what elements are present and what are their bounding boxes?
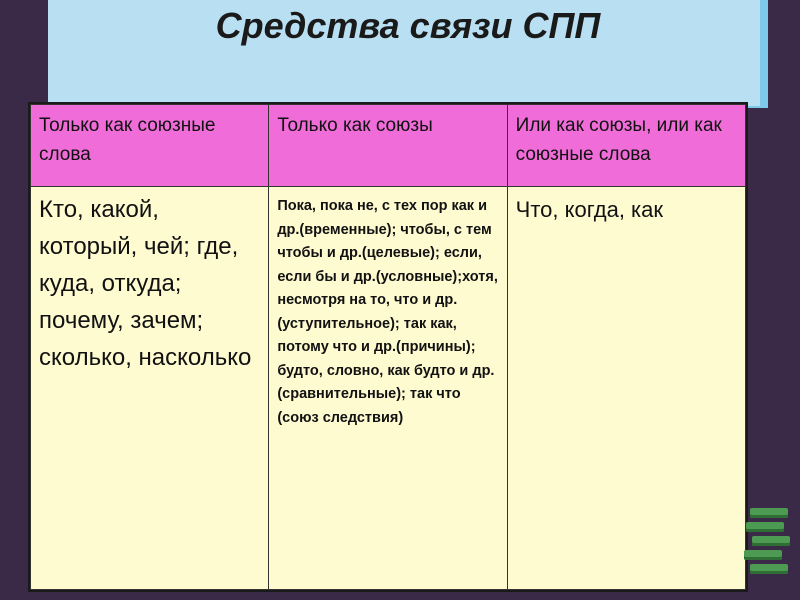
cell-conjunctive-words: Кто, какой, который, чей; где, куда, откуда; почему, зачем; сколько, насколько xyxy=(31,187,269,590)
table xyxy=(30,104,746,590)
header-only-conjunctions: Только как союзы xyxy=(269,105,507,187)
green-stack-icon xyxy=(744,508,792,588)
header-only-conjunctive-words: Только как союзные слова xyxy=(31,105,269,187)
header-either: Или как союзы, или как союзные слова xyxy=(507,105,745,187)
cell-conjunctions: Пока, пока не, с тех пор как и др.(временные); чтобы, с тем чтобы и др.(целевые); если, если бы и др.(условные);хотя, несмотря на то, что и др.(уступительное); так как, потому что и др.(причины); будто, словно, как будто и др. (сравнительные); так что (союз следствия) xyxy=(269,187,507,590)
slide-title: Средства связи СПП xyxy=(215,5,601,46)
table-row xyxy=(31,187,746,590)
cell-either: Что, когда, как xyxy=(507,187,745,590)
table-header-row xyxy=(31,105,746,187)
means-of-connection-table xyxy=(28,102,748,592)
